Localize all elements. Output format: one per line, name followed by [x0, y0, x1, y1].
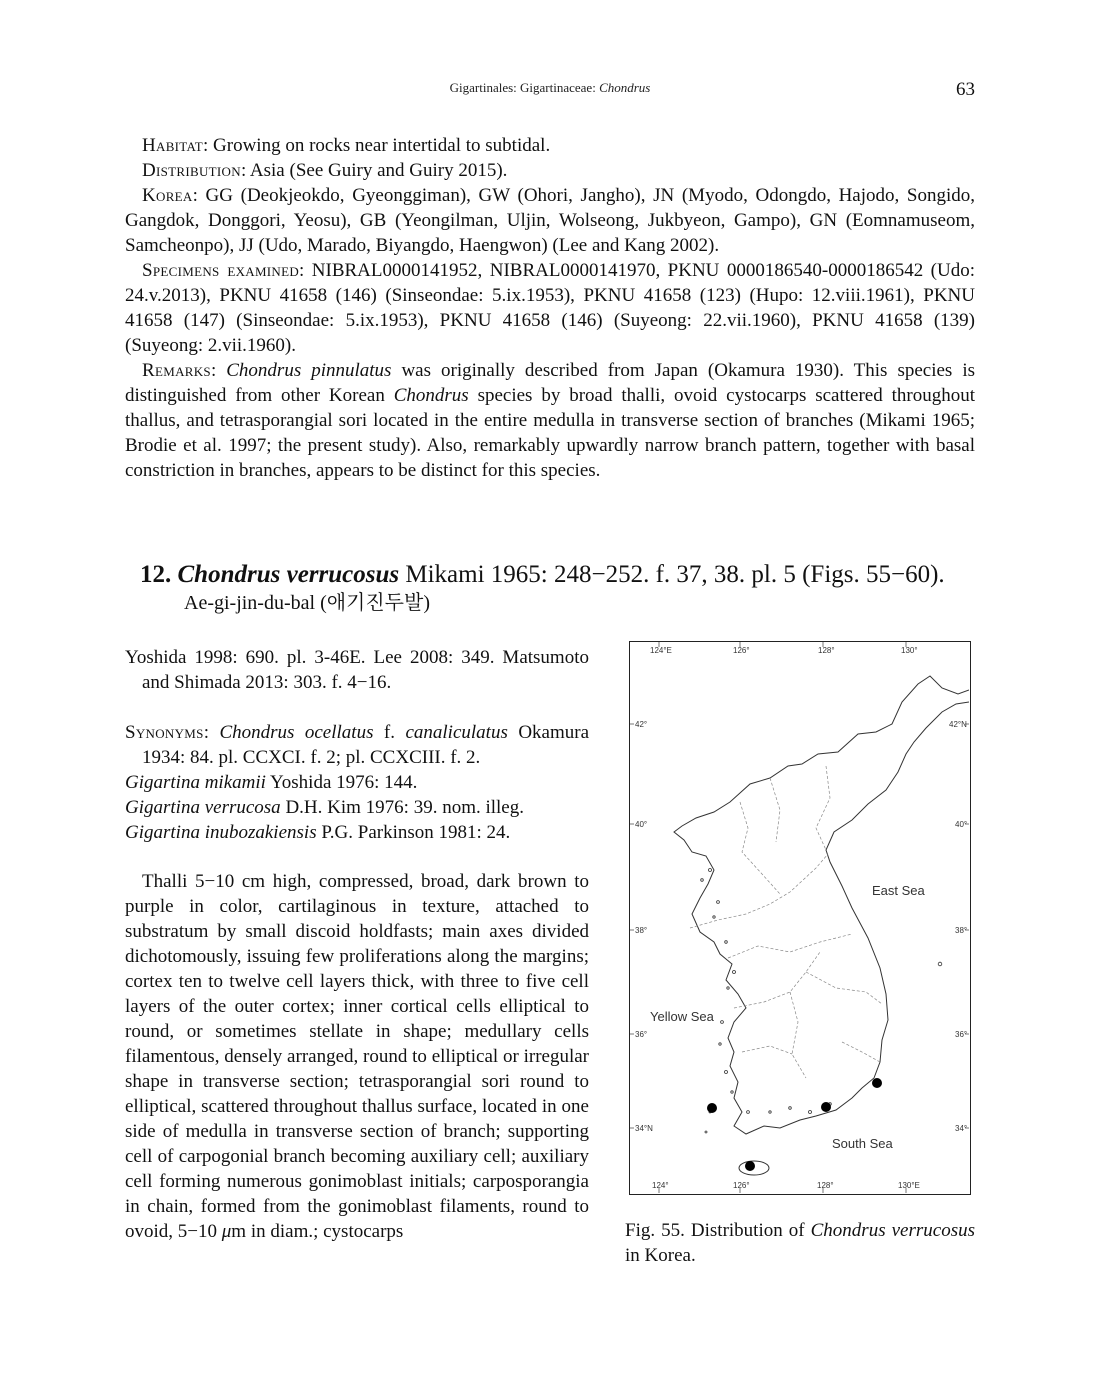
synonyms-label: Synonyms — [125, 722, 204, 743]
synonym-4 — [125, 820, 589, 845]
lon-top-3: 128° — [818, 646, 835, 655]
page-number: 63 — [956, 79, 975, 100]
lat-right-1: 42°N — [949, 720, 967, 729]
caption-text-end: in Korea. — [625, 1245, 696, 1266]
lat-left-1: 42° — [635, 720, 648, 729]
occurrence-point — [821, 1102, 831, 1112]
references-block — [125, 645, 589, 695]
lat-right-2: 40° — [955, 820, 968, 829]
map-svg — [630, 642, 969, 1193]
previous-species-block — [125, 133, 975, 483]
synonym-1-name: Chondrus ocellatus — [219, 722, 374, 743]
lon-bottom-3: 128° — [817, 1181, 834, 1190]
running-head — [0, 80, 1100, 96]
species-name: Chondrus verrucosus — [177, 561, 400, 588]
micro-symbol: μ — [221, 1221, 232, 1242]
synonym-3-authority: D.H. Kim 1976: 39. nom. illeg. — [280, 797, 524, 818]
synonym-3 — [125, 795, 589, 820]
remarks-paragraph — [125, 358, 975, 483]
synonym-2 — [125, 770, 589, 795]
occurrence-point — [872, 1078, 882, 1088]
synonym-1-authority: Okamura 1934: 84. pl. CCXCI. f. 2; pl. CCXCIII. f. 2. — [142, 722, 590, 768]
habitat-label: Habitat — [142, 135, 203, 156]
synonym-3-name: Gigartina verrucosa — [125, 797, 281, 818]
habitat-text: : Growing on rocks near intertidal to subtidal. — [203, 135, 551, 156]
lon-bottom-1: 124° — [652, 1181, 669, 1190]
synonyms-block — [125, 720, 589, 845]
synonym-2-authority: Yoshida 1976: 144. — [265, 772, 418, 793]
map-ticks — [630, 642, 969, 1193]
lat-left-5: 34°N — [635, 1124, 653, 1133]
synonym-1 — [125, 720, 589, 770]
remarks-label: Remarks — [142, 360, 211, 381]
specimens-text: : NIBRAL0000141952, NIBRAL0000141970, PKNU 0000186540-0000186542 (Udo: 24.v.2013), PKNU 41658 (146) (Sinseondae: 5.ix.1953), PKNU 41658 (123) (Hupo: 12.viii.1961), PKNU 41658 (147) (Sinseondae: 5.ix.1953), PKNU 41658 (146) (Suyeong: 22.vii.1960), PKNU 41658 (139) (Suyeong: 2.vii.1960). — [125, 260, 975, 356]
korea-text: : GG (Deokjeokdo, Gyeonggiman), GW (Ohori, Jangho), JN (Myodo, Odongdo, Hajodo, Songido, Gangdok, Donggori, Yeosu), GB (Yeongilman, Uljin, Wolseong, Jukbyeon, Gampo), GN (Eomnamuseom, Samcheonpo), JJ (Udo, Marado, Biyangdo, Haengwon) (Lee and Kang 2002). — [125, 185, 975, 256]
synonym-1-rank: f. — [373, 722, 406, 743]
synonym-1-form: canaliculatus — [405, 722, 508, 743]
synonym-2-name: Gigartina mikamii — [125, 772, 266, 793]
remarks-text-2: was originally described from Japan (Okamura 1930). This species is distinguished from other Korean — [125, 360, 975, 406]
habitat-paragraph — [125, 133, 975, 158]
east-sea-label: East Sea — [872, 883, 925, 898]
lat-right-3: 38° — [955, 926, 968, 935]
running-head-genus: Chondrus — [599, 80, 651, 95]
lon-top-4: 130° — [901, 646, 918, 655]
south-sea-label: South Sea — [832, 1136, 893, 1151]
lon-bottom-4: 130°E — [898, 1181, 920, 1190]
vernacular-name: Ae-gi-jin-du-bal (애기진두발) — [184, 592, 430, 614]
caption-species: Chondrus verrucosus — [810, 1220, 975, 1241]
distribution-label: Distribution — [142, 160, 241, 181]
synonym-4-authority: P.G. Parkinson 1981: 24. — [316, 822, 511, 843]
occurrence-point — [707, 1103, 717, 1113]
synonym-1-sep: : — [203, 722, 220, 743]
remarks-text-1: : — [210, 360, 227, 381]
description-text: Thalli 5−10 cm high, compressed, broad, dark brown to purple in color, cartilaginous in texture, attached to substratum by small discoid holdfasts; main axes divided dichotomously, issuing few proliferations along the margins; cortex ten to twelve cell layers thick, with three to five cell layers of the outer cortex; inner cortical cells elliptical to round, or sometimes stellate in shape; medullary cells filamentous, densely arranged, round to elliptical or irregular shape in transverse section; tetrasporangial sori round to elliptical, scattered throughout thallus surface, located in one side of medulla in transverse section of branch; supporting cell of carpogonial branch becoming auxiliary cell; auxiliary cell forming numerous gonimoblast initials; carposporangia in chain, formed from the gonimoblast filaments, round to ovoid, 5−10 — [125, 871, 589, 1242]
synonym-4-name: Gigartina inubozakiensis — [125, 822, 317, 843]
lat-left-2: 40° — [635, 820, 648, 829]
specimens-paragraph — [125, 258, 975, 358]
description-text-end: m in diam.; cystocarps — [231, 1221, 404, 1242]
references-text: Yoshida 1998: 690. pl. 3-46E. Lee 2008: 349. Matsumoto and Shimada 2013: 303. f. 4−16. — [125, 647, 589, 693]
korea-paragraph — [125, 183, 975, 258]
description-block — [125, 869, 589, 1244]
remarks-genus-name: Chondrus — [393, 385, 469, 406]
occurrence-point — [745, 1161, 755, 1171]
lat-left-3: 38° — [635, 926, 648, 935]
running-head-text: Gigartinales: Gigartinaceae: — [449, 80, 600, 95]
lat-right-5: 34° — [955, 1124, 968, 1133]
coastal-islands — [701, 869, 942, 1134]
description-paragraph — [125, 869, 589, 1244]
yellow-sea-label: Yellow Sea — [650, 1009, 714, 1024]
species-number: 12. — [140, 561, 172, 588]
lon-bottom-2: 126° — [733, 1181, 750, 1190]
korean-peninsula-outline — [674, 676, 969, 1134]
lat-right-4: 36° — [955, 1030, 968, 1039]
lat-left-4: 36° — [635, 1030, 648, 1039]
remarks-species-name: Chondrus pinnulatus — [226, 360, 392, 381]
figure-caption — [625, 1218, 975, 1268]
specimens-label: Specimens examined — [142, 260, 300, 281]
border-lines — [690, 766, 882, 1078]
species-authority: Mikami 1965: 248−252. f. 37, 38. pl. 5 (Figs. 55−60). — [399, 561, 945, 588]
lon-top-1: 124°E — [650, 646, 672, 655]
caption-text: Fig. 55. Distribution of — [625, 1220, 811, 1241]
distribution-text: : Asia (See Guiry and Guiry 2015). — [240, 160, 508, 181]
species-heading — [140, 560, 945, 590]
distribution-map — [629, 641, 971, 1195]
lon-top-2: 126° — [733, 646, 750, 655]
remarks-text-3: species by broad thalli, ovoid cystocarps scattered throughout thallus, and tetrasporangial sori located in the entire medulla in transverse section of branches (Mikami 1965; Brodie et al. 1997; the present study). Also, remarkably upwardly narrow branch pattern, together with basal constriction in branches, appears to be distinct for this species. — [125, 385, 975, 481]
korea-label: Korea — [142, 185, 193, 206]
distribution-paragraph — [125, 158, 975, 183]
